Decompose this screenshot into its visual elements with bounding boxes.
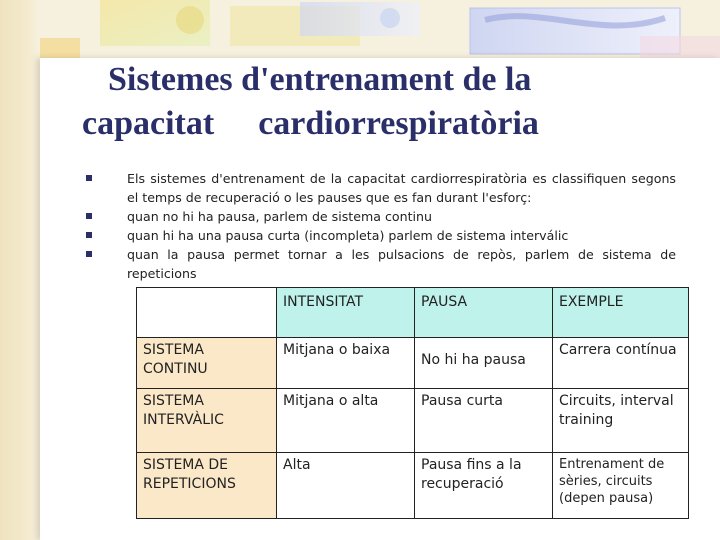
table-corner-cell bbox=[137, 288, 277, 338]
bullet-text: quan no hi ha pausa, parlem de sistema continu bbox=[127, 209, 432, 224]
row-header-intervalic: SISTEMA INTERVÀLIC bbox=[137, 389, 277, 453]
bullet-item bbox=[86, 207, 676, 226]
bullet-item bbox=[86, 226, 676, 245]
training-systems-table bbox=[136, 287, 689, 519]
title-line-2 bbox=[82, 102, 642, 146]
cell-exemple: Circuits, interval training bbox=[553, 389, 689, 453]
title-word-cardiorrespiratoria: cardiorrespiratòria bbox=[258, 105, 539, 142]
bullet-list bbox=[86, 169, 676, 283]
cell-pausa: Pausa fins a la recuperació bbox=[415, 453, 553, 519]
table-row bbox=[137, 338, 689, 389]
cell-pausa: Pausa curta bbox=[415, 389, 553, 453]
row-header-repeticions: SISTEMA DE REPETICIONS bbox=[137, 453, 277, 519]
bullet-square-icon bbox=[86, 251, 92, 257]
slide-title bbox=[82, 58, 642, 146]
cell-pausa bbox=[415, 338, 553, 389]
table-header-row bbox=[137, 288, 689, 338]
header-intensitat: INTENSITAT bbox=[277, 288, 415, 338]
cell-intensitat: Mitjana o baixa bbox=[277, 338, 415, 389]
cell-exemple: Carrera contínua bbox=[553, 338, 689, 389]
title-word-capacitat: capacitat bbox=[82, 105, 215, 142]
paper-background-left bbox=[0, 0, 40, 540]
bullet-text: quan la pausa permet tornar a les pulsacions de repòs, parlem de sistema de repeticions bbox=[127, 247, 676, 281]
bullet-square-icon bbox=[86, 213, 92, 219]
title-line-1: Sistemes d'entrenament de la bbox=[108, 61, 532, 98]
header-pausa: PAUSA bbox=[415, 288, 553, 338]
bullet-text: quan hi ha una pausa curta (incompleta) parlem de sistema interválic bbox=[127, 228, 569, 243]
cell-exemple: Entrenament de sèries, circuits (depen pausa) bbox=[553, 453, 689, 519]
table-row bbox=[137, 389, 689, 453]
header-exemple: EXEMPLE bbox=[553, 288, 689, 338]
decorative-banner bbox=[40, 0, 720, 62]
bullet-square-icon bbox=[86, 175, 92, 181]
row-header-continu: SISTEMA CONTINU bbox=[137, 338, 277, 389]
bullet-text: Els sistemes d'entrenament de la capacitat cardiorrespiratòria es classifiquen segons el temps de recuperació o les pauses que es fan durant l'esforç: bbox=[127, 171, 676, 205]
table-row bbox=[137, 453, 689, 519]
cell-pausa-text: No hi ha pausa bbox=[421, 352, 526, 368]
decorative-collage-image bbox=[40, 0, 720, 62]
bullet-square-icon bbox=[86, 232, 92, 238]
cell-intensitat: Alta bbox=[277, 453, 415, 519]
cell-intensitat: Mitjana o alta bbox=[277, 389, 415, 453]
bullet-item bbox=[86, 245, 676, 283]
bullet-item bbox=[86, 169, 676, 207]
